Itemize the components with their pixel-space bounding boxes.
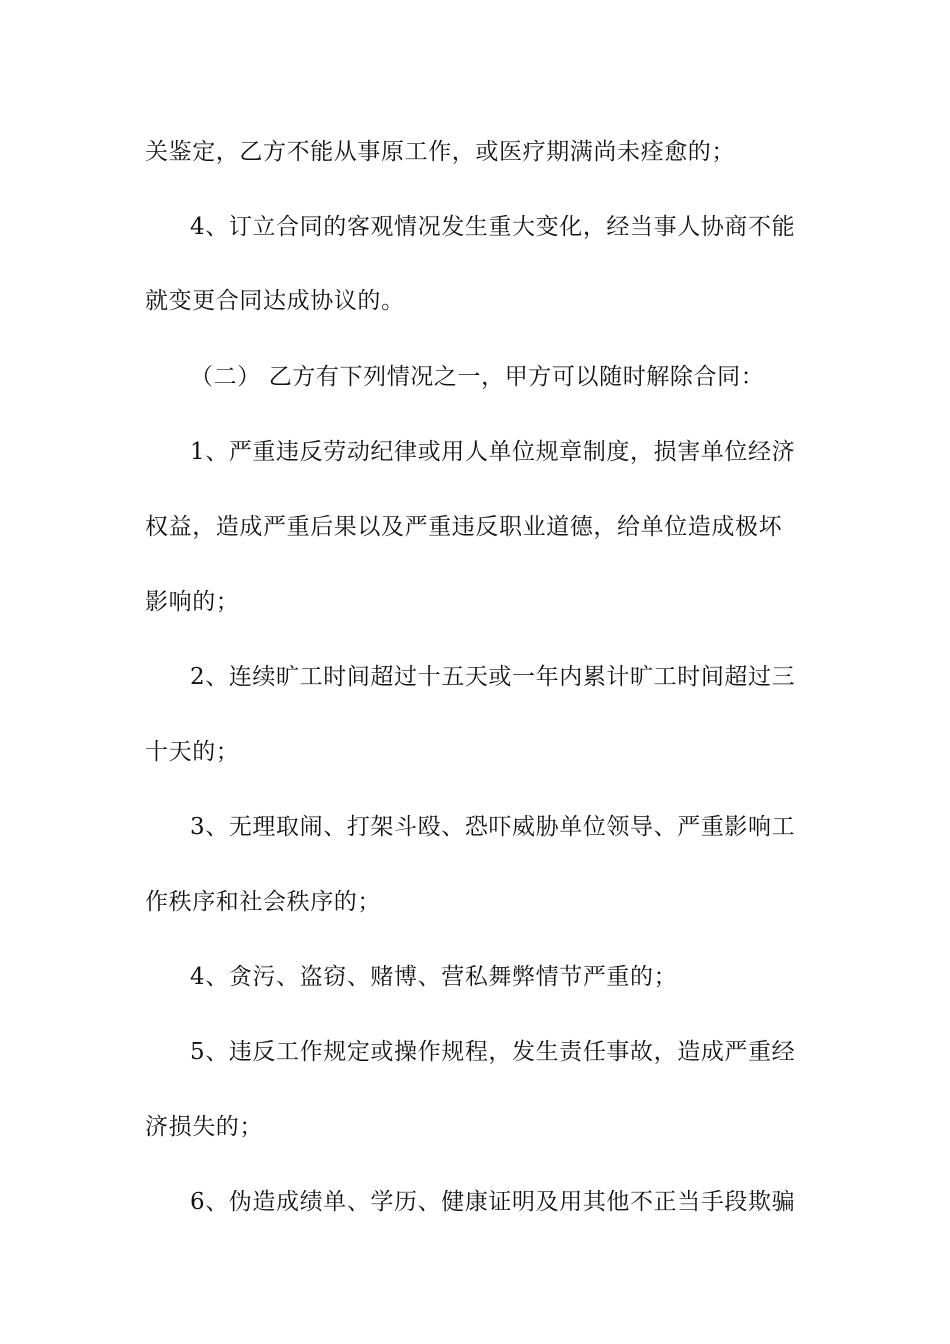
text-line-9: 十天的； (145, 739, 240, 765)
section-heading: （二） 乙方有下列情况之一，甲方可以随时解除合同： (190, 364, 765, 390)
text-line-2: 4、订立合同的客观情况发生重大变化，经当事人协商不能 (190, 214, 796, 240)
text-line-13: 5、违反工作规定或操作规程，发生责任事故，造成严重经 (190, 1039, 796, 1065)
text-line-8: 2、连续旷工时间超过十五天或一年内累计旷工时间超过三 (190, 664, 796, 690)
text-line-6: 权益，造成严重后果以及严重违反职业道德，给单位造成极坏 (145, 514, 783, 540)
text-line-14: 济损失的； (145, 1114, 263, 1140)
text-line-10: 3、无理取闹、打架斗殴、恐吓威胁单位领导、严重影响工 (190, 814, 796, 840)
text-line-5: 1、严重违反劳动纪律或用人单位规章制度，损害单位经济 (190, 439, 796, 465)
text-line-12: 4、贪污、盗窃、赌博、营私舞弊情节严重的； (190, 964, 678, 990)
text-line-3: 就变更合同达成协议的。 (145, 288, 405, 314)
text-line-7: 影响的； (145, 589, 240, 615)
text-line-15: 6、伪造成绩单、学历、健康证明及用其他不正当手段欺骗 (190, 1189, 796, 1215)
text-line-11: 作秩序和社会秩序的； (145, 889, 381, 915)
text-line-1: 关鉴定，乙方不能从事原工作，或医疗期满尚未痊愈的； (145, 139, 735, 165)
